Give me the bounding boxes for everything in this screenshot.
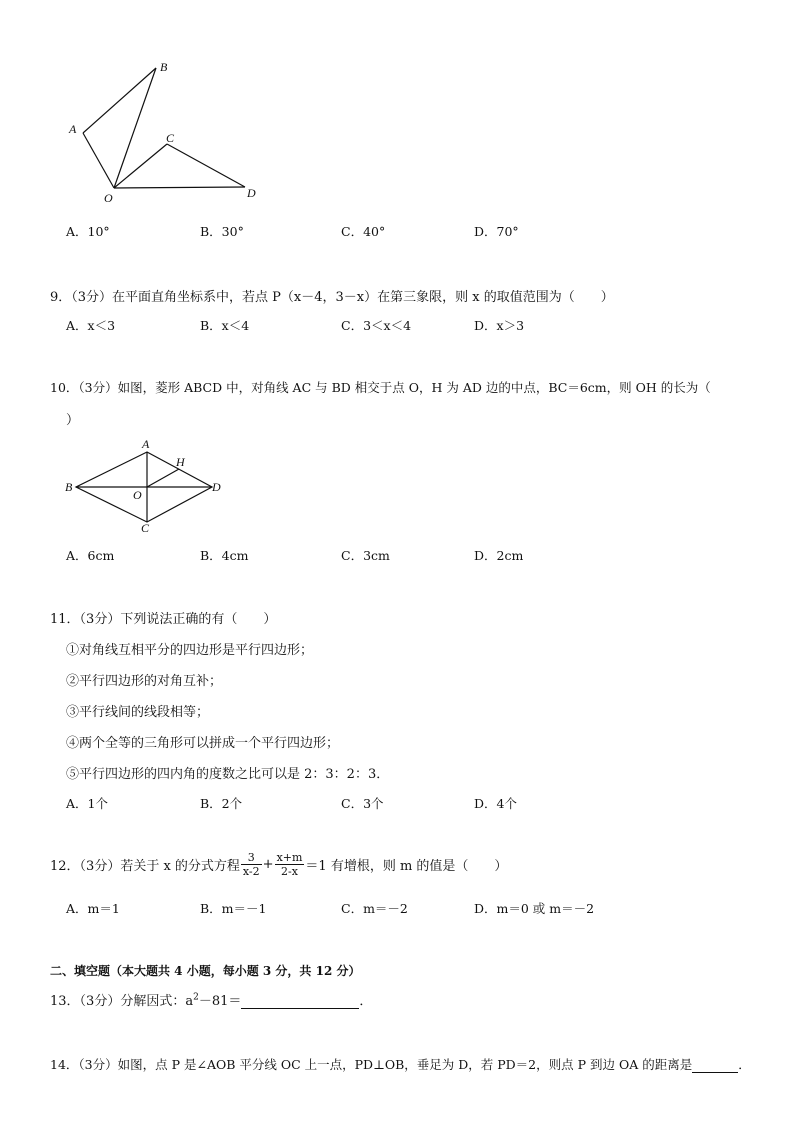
segment-OH: [147, 469, 179, 487]
q11-statement-4: ④两个全等的三角形可以拼成一个平行四边形；: [66, 736, 340, 751]
segment-OA: [83, 133, 114, 188]
label-B: B: [160, 60, 168, 74]
label-C: C: [141, 521, 150, 535]
q11-option-a[interactable]: A．1个: [66, 796, 108, 811]
q13-stem: [50, 990, 372, 1009]
section-2-heading: 二、填空题（本大题共 4 小题，每小题 3 分，共 12 分）: [50, 964, 361, 978]
q12-option-b[interactable]: B．m＝－1: [200, 901, 267, 916]
q14-stem-text: 14．（3分）如图，点 P 是∠AOB 平分线 OC 上一点，PD⊥OB，垂足为 D，若 PD＝2，则点 P 到边 OA 的距离是: [50, 1057, 693, 1072]
label-D: D: [247, 186, 256, 200]
q8-figure: [60, 55, 270, 205]
q8-option-c[interactable]: C．40°: [341, 224, 386, 239]
q11-option-b[interactable]: B．2个: [200, 796, 243, 811]
label-O: O: [104, 191, 113, 205]
q8-option-d[interactable]: D．70°: [474, 224, 519, 239]
label-O: O: [133, 488, 142, 502]
q12-stem: [50, 851, 507, 878]
q8-option-a[interactable]: A．10°: [66, 224, 110, 239]
q12-option-a[interactable]: A．m＝1: [66, 901, 120, 916]
q13-stem-after: －81＝: [198, 994, 242, 1009]
q10-option-d[interactable]: D．2cm: [474, 548, 524, 563]
label-A: A: [69, 122, 77, 136]
q11-option-d[interactable]: D．4个: [474, 796, 517, 811]
label-B: B: [65, 480, 73, 494]
q12-frac2-num: x+m: [276, 851, 303, 864]
q11-statement-1: ①对角线互相平分的四边形是平行四边形；: [66, 643, 314, 658]
q12-frac1-num: 3: [241, 851, 262, 865]
q10-option-c[interactable]: C．3cm: [341, 548, 390, 563]
q14-answer-blank[interactable]: [692, 1058, 738, 1073]
label-H: H: [176, 455, 185, 469]
q14-stem: [50, 1055, 751, 1073]
q9-option-a[interactable]: A．x＜3: [66, 318, 116, 333]
q10-figure: [60, 435, 235, 535]
q12-fraction-1: [241, 851, 262, 878]
q13-answer-blank[interactable]: [241, 994, 359, 1009]
q11-statement-2: ②平行四边形的对角互补；: [66, 674, 223, 689]
q8-option-b[interactable]: B．30°: [200, 224, 244, 239]
q10-stem-line1: 10．（3分）如图，菱形 ABCD 中，对角线 AC 与 BD 相交于点 O，H 为 AD 边的中点，BC＝6cm，则 OH 的长为（: [50, 380, 711, 395]
q12-plus: +: [262, 857, 274, 872]
q11-option-c[interactable]: C．3个: [341, 796, 384, 811]
q11-stem: 11．（3分）下列说法正确的有（ ）: [50, 612, 277, 627]
q10-stem-line2: ）: [66, 413, 80, 428]
q11-statement-5: ⑤平行四边形的四内角的度数之比可以是 2：3：2：3．: [66, 767, 390, 782]
q12-stem-before: 12．（3分）若关于 x 的分式方程: [50, 859, 240, 874]
q9-option-c[interactable]: C．3＜x＜4: [341, 318, 412, 333]
q12-option-d[interactable]: D．m＝0 或 m＝－2: [474, 901, 595, 916]
q10-option-a[interactable]: A．6cm: [66, 548, 115, 563]
q12-frac1-den: x-2: [242, 865, 260, 878]
label-C: C: [166, 131, 175, 145]
q13-superscript: 2: [193, 992, 199, 1003]
q9-option-d[interactable]: D．x＞3: [474, 318, 525, 333]
q13-stem-before: 13．（3分）分解因式：a: [50, 994, 194, 1009]
q12-frac2-den: 2-x: [281, 865, 298, 878]
segment-CD: [167, 144, 245, 187]
label-D: D: [212, 480, 221, 494]
q11-statement-3: ③平行线间的线段相等；: [66, 705, 210, 720]
q12-option-c[interactable]: C．m＝－2: [341, 901, 408, 916]
q13-end: ．: [359, 994, 373, 1009]
q12-stem-after: ＝1 有增根，则 m 的值是（ ）: [305, 859, 508, 874]
q10-option-b[interactable]: B．4cm: [200, 548, 249, 563]
segment-OD: [114, 187, 245, 188]
q14-end: ．: [738, 1057, 751, 1072]
q9-option-b[interactable]: B．x＜4: [200, 318, 250, 333]
q12-fraction-2: [275, 851, 305, 878]
q9-stem: 9．（3分）在平面直角坐标系中，若点 P（x－4，3－x）在第三象限，则 x 的取值范围为（ ）: [50, 290, 614, 305]
label-A: A: [142, 437, 150, 451]
